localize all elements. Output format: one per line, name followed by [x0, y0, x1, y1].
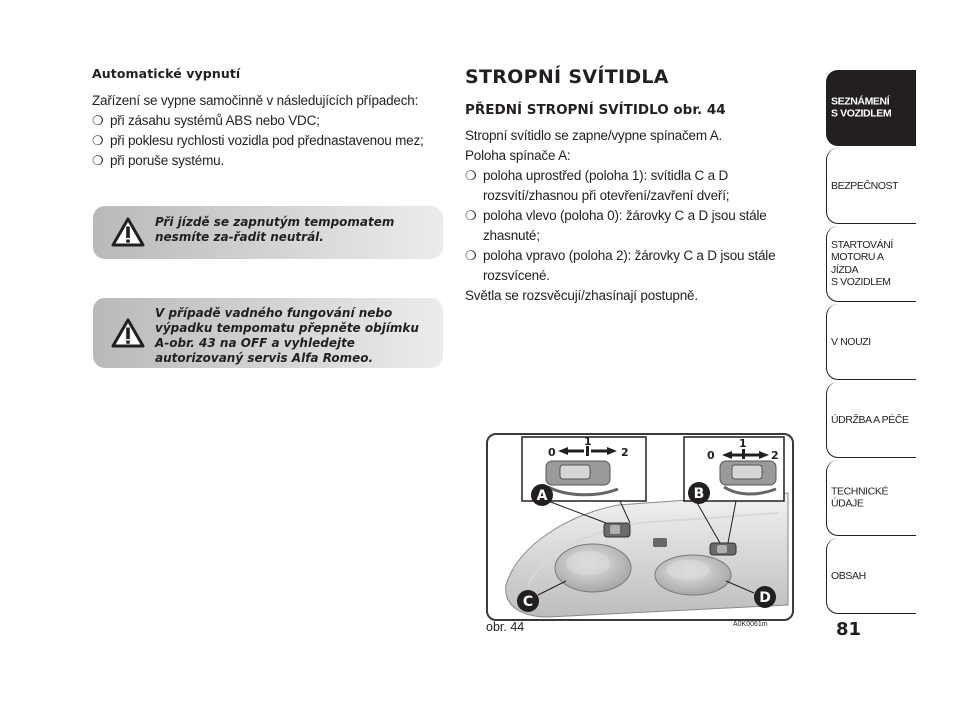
tab-seznameni[interactable]: SEZNÁMENÍ S VOZIDLEM [826, 70, 916, 146]
left-column [92, 66, 447, 171]
bullet-circle-icon: ❍ [465, 208, 477, 223]
label-c-badge [517, 590, 539, 612]
tab-technicke-udaje[interactable]: TECHNICKÉ ÚDAJE [826, 460, 916, 536]
bullet-circle-icon: ❍ [92, 113, 104, 128]
position-1-label: 1 [584, 435, 592, 448]
section-heading-auto-off: Automatické vypnutí [92, 66, 241, 81]
paragraph: Stropní svítidlo se zapne/vypne spínačem A. [465, 128, 723, 143]
list-item: ❍ při poruše systému. [92, 151, 447, 171]
bullet-circle-icon: ❍ [465, 168, 477, 183]
warning-triangle-icon [111, 217, 145, 247]
bullet-circle-icon: ❍ [92, 133, 104, 148]
warning-box-neutral [93, 206, 443, 259]
label-a-badge [531, 484, 553, 506]
svg-text:A: A [536, 488, 548, 504]
bullet-circle-icon: ❍ [465, 248, 477, 263]
tab-bezpecnost[interactable]: BEZPEČNOST [826, 148, 916, 224]
right-column [465, 66, 815, 306]
page-title: STROPNÍ SVÍTIDLA [465, 66, 669, 88]
position-1-label: 1 [739, 437, 747, 450]
list-item: ❍ při zásahu systémů ABS nebo VDC; [92, 111, 447, 131]
svg-text:B: B [693, 486, 705, 502]
tab-udrzba[interactable]: ÚDRŽBA A PÉČE [826, 382, 916, 458]
warning-box-cruise-fault [93, 298, 443, 368]
position-2-label: 2 [771, 449, 779, 462]
list-item: ❍ poloha vpravo (poloha 2): žárovky C a D jsou stále rozsvícené. [465, 246, 815, 286]
list-item: ❍ při poklesu rychlosti vozidla pod přednastavenou mez; [92, 131, 447, 151]
warning-triangle-icon [111, 318, 145, 348]
list-item: ❍ poloha uprostřed (poloha 1): svítidla C a D rozsvítí/zhasnou při otevření/zavření dveří; [465, 166, 815, 206]
svg-text:C: C [522, 594, 534, 610]
figure-roof-light [486, 433, 794, 621]
position-0-label: 0 [707, 449, 715, 462]
svg-text:D: D [759, 590, 771, 606]
position-2-label: 2 [621, 446, 629, 459]
tab-startovani[interactable]: STARTOVÁNÍ MOTORU A JÍZDA S VOZIDLEM [826, 226, 916, 302]
roof-light-illustration [488, 435, 792, 619]
intro-paragraph: Zařízení se vypne samočinně v následujících případech: [92, 93, 419, 108]
tab-v-nouzi[interactable]: V NOUZI [826, 304, 916, 380]
paragraph: Poloha spínače A: [465, 148, 571, 163]
label-d-badge [754, 586, 776, 608]
position-0-label: 0 [548, 446, 556, 459]
paragraph: Světla se rozsvěcují/zhasínají postupně. [465, 288, 698, 303]
bullet-circle-icon: ❍ [92, 153, 104, 168]
warning-text: Při jízdě se zapnutým tempomatem nesmíte za-řadit neutrál. [155, 215, 395, 244]
warning-text: V případě vadného fungování nebo výpadku tempomatu přepněte objímku A-obr. 43 na OFF a vyhledejte autorizovaný servis Alfa Romeo. [155, 306, 419, 365]
tab-obsah[interactable]: OBSAH [826, 538, 916, 614]
page-number: 81 [836, 619, 862, 640]
figure-caption: obr. 44 [486, 620, 525, 634]
list-item: ❍ poloha vlevo (poloha 0): žárovky C a D jsou stále zhasnuté; [465, 206, 815, 246]
label-b-badge [688, 482, 710, 504]
section-heading-front-light: PŘEDNÍ STROPNÍ SVÍTIDLO obr. 44 [465, 102, 726, 118]
figure-code: A0K0061m [733, 621, 768, 628]
